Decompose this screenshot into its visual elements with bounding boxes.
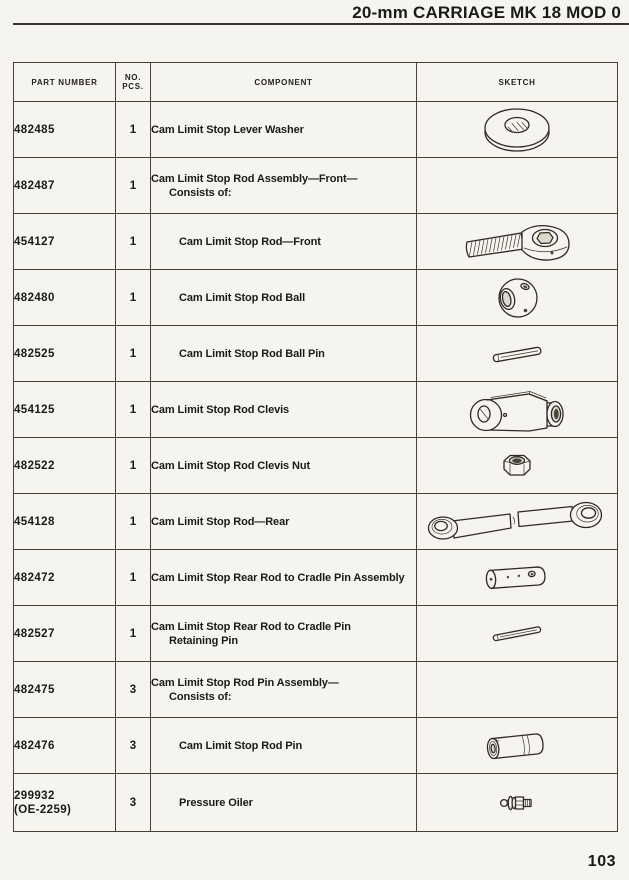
component-cell (151, 662, 417, 718)
clevis-sketch (467, 383, 567, 437)
pcs-cell: 1 (116, 214, 151, 270)
component-label: Cam Limit Stop Rod Assembly—Front— (151, 172, 358, 185)
washer-sketch (481, 105, 553, 155)
component-cell (151, 214, 417, 270)
sketch-cell (417, 102, 618, 158)
part-number: 482487 (14, 179, 55, 192)
part-number-cell (14, 326, 116, 382)
component-label: Cam Limit Stop Rear Rod to Cradle Pin Assembly (151, 571, 405, 584)
component-label: Cam Limit Stop Lever Washer (151, 123, 304, 136)
part-number-cell (14, 382, 116, 438)
sketch-cell (417, 438, 618, 494)
part-number-cell (14, 606, 116, 662)
component-cell (151, 718, 417, 774)
table-row (14, 158, 618, 214)
ball-pin-sketch (488, 343, 546, 365)
component-cell (151, 270, 417, 326)
table-row (14, 214, 618, 270)
part-number-cell (14, 270, 116, 326)
part-number-cell (14, 102, 116, 158)
part-number: 299932 (14, 789, 55, 802)
col-header-component: COMPONENT (151, 63, 417, 102)
component-label: Cam Limit Stop Rod Pin Assembly— (151, 676, 339, 689)
part-number: 482475 (14, 683, 55, 696)
col-header-part-number: PART NUMBER (14, 63, 116, 102)
col-header-no-pcs (116, 63, 151, 102)
pcs-cell: 3 (116, 662, 151, 718)
component-cell (151, 494, 417, 550)
part-number: 482476 (14, 739, 55, 752)
sketch-cell (417, 550, 618, 606)
pcs-cell: 1 (116, 326, 151, 382)
table-row (14, 438, 618, 494)
part-number: 482485 (14, 123, 55, 136)
part-number: 454128 (14, 515, 55, 528)
pcs-cell: 3 (116, 718, 151, 774)
table-row (14, 662, 618, 718)
sketch-cell (417, 494, 618, 550)
table-row (14, 382, 618, 438)
parts-table (13, 62, 618, 832)
component-label: Cam Limit Stop Rod—Rear (151, 515, 290, 528)
part-number: 454127 (14, 235, 55, 248)
part-number: 482522 (14, 459, 55, 472)
table-row (14, 494, 618, 550)
pcs-cell: 1 (116, 270, 151, 326)
part-number-cell (14, 774, 116, 832)
component-label: Cam Limit Stop Rod—Front (179, 235, 321, 248)
component-label: Pressure Oiler (179, 796, 253, 809)
part-number-cell (14, 494, 116, 550)
component-label: Cam Limit Stop Rod Pin (179, 739, 303, 752)
pcs-cell: 1 (116, 158, 151, 214)
pcs-cell: 1 (116, 550, 151, 606)
page-number: 103 (587, 853, 616, 870)
sketch-cell-empty (417, 158, 618, 214)
part-number-cell (14, 718, 116, 774)
table-header (14, 63, 618, 102)
component-label: Cam Limit Stop Rod Clevis (151, 403, 290, 416)
cradle-pin-sketch (482, 564, 552, 592)
sketch-cell (417, 606, 618, 662)
component-cell (151, 158, 417, 214)
rod-pin-sketch (483, 730, 551, 762)
component-cell (151, 774, 417, 832)
rod-end-front-sketch (461, 219, 573, 265)
table-row (14, 326, 618, 382)
part-number: 454125 (14, 403, 55, 416)
table-row (14, 606, 618, 662)
component-label: Cam Limit Stop Rod Clevis Nut (151, 459, 311, 472)
sketch-cell (417, 326, 618, 382)
part-number: 482525 (14, 347, 55, 360)
pcs-cell: 1 (116, 382, 151, 438)
component-label-line2: Consists of: (169, 186, 232, 199)
retaining-pin-sketch (488, 622, 546, 646)
component-cell (151, 550, 417, 606)
component-cell (151, 102, 417, 158)
col-header-pcs: PCS. (122, 82, 144, 91)
table-row (14, 774, 618, 832)
component-label: Cam Limit Stop Rear Rod to Cradle Pin (151, 620, 351, 633)
part-number-cell (14, 550, 116, 606)
sketch-cell (417, 270, 618, 326)
pcs-cell: 1 (116, 438, 151, 494)
table-row (14, 718, 618, 774)
pcs-cell: 3 (116, 774, 151, 832)
ball-sketch (494, 277, 540, 319)
part-number: 482480 (14, 291, 55, 304)
table-row (14, 550, 618, 606)
sketch-cell (417, 214, 618, 270)
part-number-line2: (OE-2259) (14, 803, 72, 816)
table-row (14, 102, 618, 158)
header-rule (13, 23, 629, 25)
part-number: 482472 (14, 571, 55, 584)
component-cell (151, 382, 417, 438)
page-title: 20-mm CARRIAGE MK 18 MOD 0 (352, 3, 621, 22)
part-number: 482527 (14, 627, 55, 640)
component-cell (151, 438, 417, 494)
component-cell (151, 606, 417, 662)
component-cell (151, 326, 417, 382)
part-number-cell (14, 662, 116, 718)
component-label-line2: Retaining Pin (169, 634, 238, 647)
component-label: Cam Limit Stop Rod Ball Pin (179, 347, 325, 360)
sketch-cell (417, 382, 618, 438)
sketch-cell (417, 774, 618, 832)
sketch-cell-empty (417, 662, 618, 718)
table-row (14, 270, 618, 326)
pcs-cell: 1 (116, 494, 151, 550)
component-label: Cam Limit Stop Rod Ball (179, 291, 306, 304)
pcs-cell: 1 (116, 606, 151, 662)
rod-rear-sketch (426, 501, 608, 543)
header-row (14, 63, 618, 102)
part-number-cell (14, 158, 116, 214)
pressure-oiler-sketch (498, 792, 536, 814)
part-number-cell (14, 438, 116, 494)
pcs-cell: 1 (116, 102, 151, 158)
part-number-cell (14, 214, 116, 270)
component-label-line2: Consists of: (169, 690, 232, 703)
col-header-sketch: SKETCH (417, 63, 618, 102)
col-header-no: NO. (124, 73, 142, 82)
sketch-cell (417, 718, 618, 774)
hex-nut-sketch (500, 452, 534, 479)
